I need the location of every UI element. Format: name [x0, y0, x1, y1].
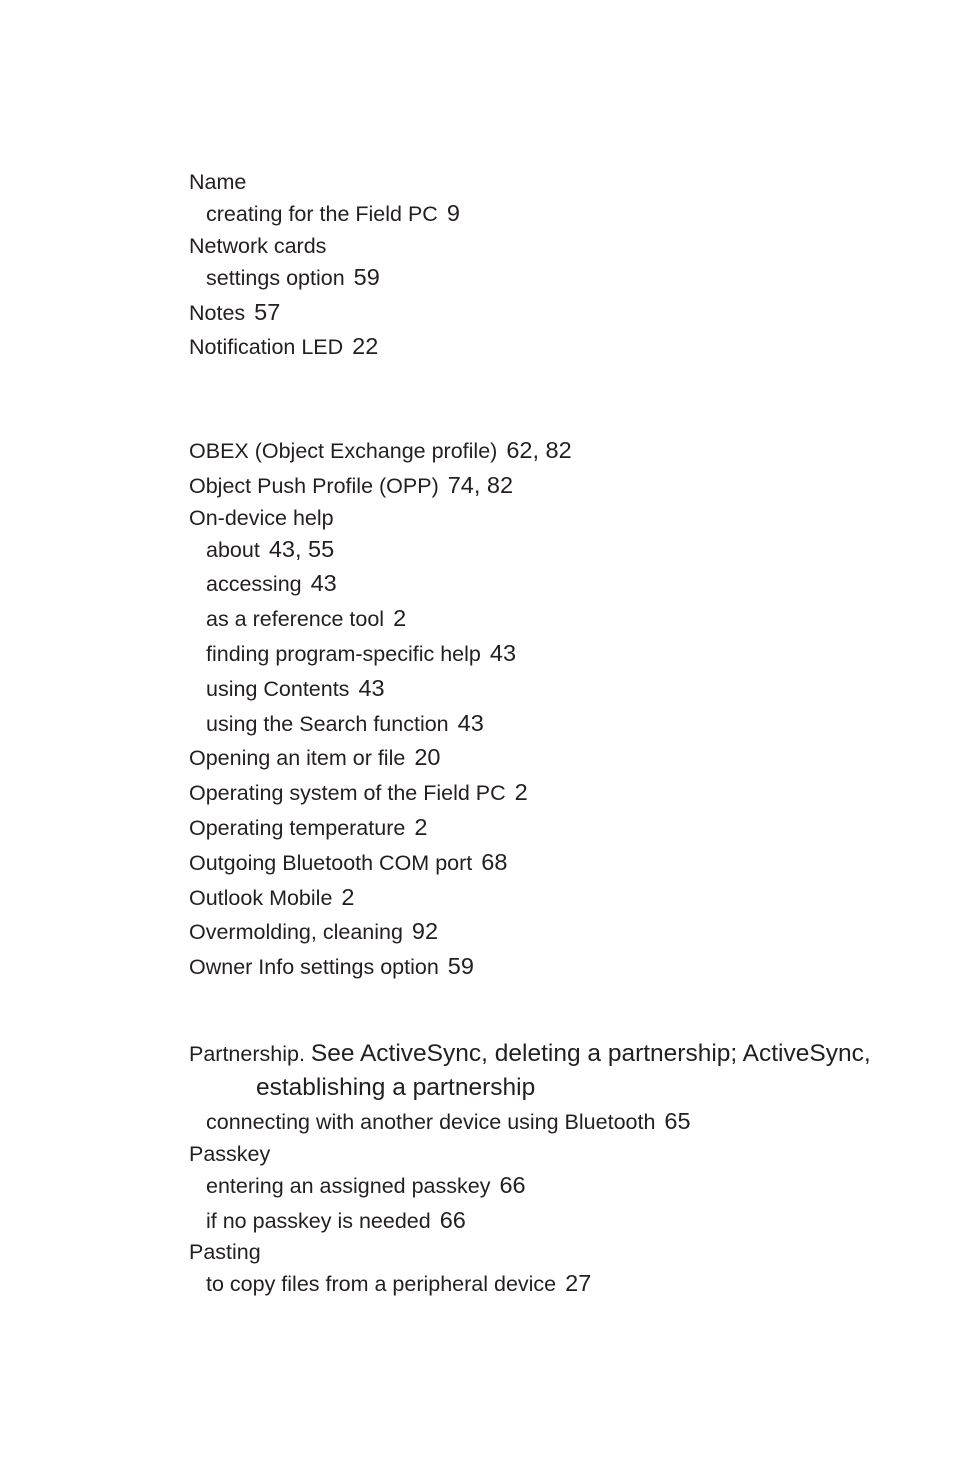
- index-entry: [189, 846, 889, 881]
- page-numbers[interactable]: 57: [254, 298, 281, 325]
- page-numbers[interactable]: 2: [341, 883, 355, 910]
- index-subentry: [189, 533, 889, 568]
- index-term: Overmolding, cleaning: [189, 920, 403, 945]
- index-entry: [189, 296, 889, 331]
- index-term: entering an assigned passkey: [206, 1173, 491, 1198]
- index-section-o: [189, 434, 889, 985]
- page-numbers[interactable]: 66: [499, 1171, 526, 1198]
- index-term: Partnership.: [189, 1042, 305, 1066]
- page-numbers[interactable]: 2: [514, 779, 528, 806]
- page-numbers[interactable]: 9: [446, 200, 460, 226]
- page-numbers[interactable]: 27: [565, 1270, 592, 1297]
- index-entry: [189, 776, 889, 811]
- index-subentry: [189, 1105, 889, 1140]
- index-subentry: [189, 1267, 889, 1302]
- index-subentry: [189, 197, 889, 232]
- page-numbers[interactable]: 43, 55: [268, 535, 335, 562]
- page-numbers[interactable]: 59: [353, 263, 380, 290]
- page-numbers[interactable]: 2: [414, 813, 428, 840]
- index-term: Pasting: [189, 1240, 261, 1265]
- index-term: Operating system of the Field PC: [189, 781, 506, 806]
- index-term: accessing: [206, 572, 302, 597]
- index-subentry: [189, 1204, 889, 1239]
- index-section-n: [189, 168, 889, 365]
- index-term: settings option: [206, 265, 345, 290]
- index-term: using the Search function: [206, 711, 449, 736]
- index-entry: [189, 504, 889, 533]
- page-numbers[interactable]: 2: [393, 605, 407, 632]
- index-term: Owner Info settings option: [189, 955, 439, 980]
- page-numbers[interactable]: 59: [447, 953, 474, 980]
- index-term: Opening an item or file: [189, 746, 406, 771]
- index-term: about: [206, 537, 260, 562]
- index-term: Notification LED: [189, 335, 344, 360]
- index-entry: [189, 330, 889, 365]
- index-term: Network cards: [189, 233, 327, 258]
- page-numbers[interactable]: 43: [457, 709, 484, 736]
- page-numbers[interactable]: 43: [310, 570, 337, 597]
- page-numbers[interactable]: 62, 82: [506, 437, 572, 463]
- page-numbers[interactable]: 20: [414, 744, 441, 771]
- index-term: Passkey: [189, 1141, 271, 1166]
- index-term: using Contents: [206, 676, 350, 701]
- index-term: to copy files from a peripheral device: [206, 1272, 557, 1297]
- index-term: creating for the Field PC: [206, 202, 438, 226]
- page-numbers[interactable]: 92: [411, 918, 439, 945]
- page-numbers[interactable]: 65: [664, 1108, 691, 1134]
- index-term: connecting with another device using Bluetooth: [206, 1110, 656, 1134]
- index-entry: [189, 811, 889, 846]
- index-subentry: [189, 672, 889, 707]
- index-entry: [189, 915, 889, 950]
- index-entry: [189, 168, 889, 197]
- index-entry: [189, 469, 889, 504]
- page-numbers[interactable]: 68: [481, 848, 508, 875]
- index-entry-list: [189, 1105, 889, 1302]
- index-entry: [189, 1238, 889, 1267]
- index-term: On-device help: [189, 505, 334, 530]
- index-entry-see-reference: [189, 1037, 876, 1105]
- page-numbers[interactable]: 43: [489, 639, 517, 666]
- index-entry: [189, 1140, 889, 1169]
- index-term: finding program-specific help: [206, 641, 481, 666]
- index-term: OBEX (Object Exchange profile): [189, 439, 498, 463]
- index-term: Outlook Mobile: [189, 885, 333, 910]
- index-entry: [189, 881, 889, 916]
- index-term: Outgoing Bluetooth COM port: [189, 850, 473, 875]
- index-subentry: [189, 261, 889, 296]
- index-term: Object Push Profile (OPP): [189, 473, 439, 498]
- index-section-p: [189, 1037, 889, 1302]
- index-term: if no passkey is needed: [206, 1208, 431, 1233]
- index-subentry: [189, 567, 889, 602]
- index-subentry: [189, 637, 889, 672]
- page-numbers[interactable]: 22: [352, 333, 379, 360]
- page-numbers[interactable]: 43: [358, 674, 385, 701]
- see-reference: See ActiveSync, deleting a partnership; ActiveSync, establishing a partnership: [256, 1040, 871, 1101]
- index-subentry: [189, 602, 889, 637]
- index-entry: [189, 950, 889, 985]
- index-entry: [189, 232, 889, 261]
- index-subentry: [189, 1169, 889, 1204]
- index-term: Operating temperature: [189, 815, 406, 840]
- index-entry: [189, 741, 889, 776]
- index-term: as a reference tool: [206, 607, 385, 632]
- page-numbers[interactable]: 74, 82: [447, 471, 514, 498]
- index-term: Name: [189, 170, 247, 194]
- index-entry: [189, 434, 889, 469]
- page-numbers[interactable]: 66: [439, 1206, 466, 1233]
- index-subentry: [189, 707, 889, 742]
- index-term: Notes: [189, 300, 246, 325]
